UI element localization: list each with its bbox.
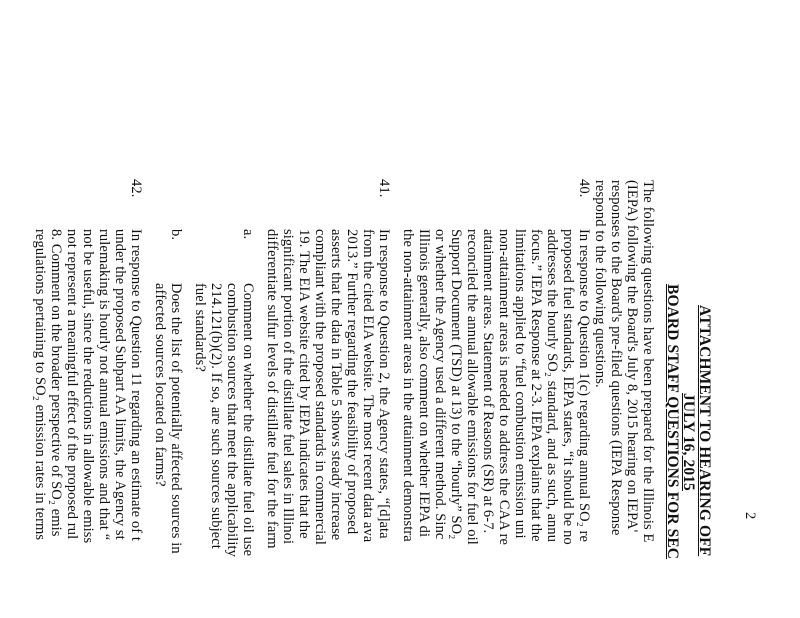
question-line: not represent a meaningful effect of the proposed rul (64, 229, 80, 540)
question-number: 40. (576, 179, 592, 198)
intro-line: responses to the Board's pre-filed questions (IEPA Response (608, 180, 624, 536)
header-date: JULY 16, 2015 (680, 393, 697, 491)
intro-line: The following questions have been prepared for the Illinois E (640, 180, 656, 543)
question-line: significant portion of the distillate fuel sales in Illinoi (280, 229, 296, 545)
question-line: reconciled the annual allowable emissions for fuel oil (464, 229, 480, 545)
question-line: or whether the Agency used a different method. Sinc (432, 229, 448, 540)
sub-question-line: affected sources located on farms? (152, 283, 168, 487)
question-line: proposed fuel standards, IEPA states, “it should be no (560, 229, 576, 545)
sub-question-line: Comment on whether the distillate fuel oil use (240, 283, 256, 557)
question-number: 41. (376, 179, 392, 198)
sub-question-line: combustion sources that meet the applicability (224, 283, 240, 557)
question-line: compliant with the proposed standards in commercial (312, 229, 328, 545)
question-line: regulations pertaining to SO₂ emission rates in terms (32, 229, 48, 541)
question-line: under the proposed Subpart AA limits, the Agency st (112, 229, 128, 540)
question-line: In response to Question 1(c) regarding annual SO₂ re (576, 229, 592, 543)
question-line: from the cited EIA website. The most recent data ava (360, 229, 376, 543)
header-subtitle: BOARD STAFF QUESTIONS FOR SEC (664, 284, 681, 560)
question-line: In response to Question 11 regarding an estimate of t (128, 229, 144, 542)
question-line: 8. Comment on the broader perspective of SO₂ emis (48, 229, 64, 537)
header-title: ATTACHMENT TO HEARING OFF (696, 305, 713, 557)
question-line: 2013.” Further regarding the feasibility of proposed (344, 229, 360, 535)
sub-question-line: 214.121(b)(2). If so, are such sources subject (208, 283, 224, 549)
sub-question-line: fuel standards? (192, 283, 208, 372)
question-line: addresses the hourly SO₂ standard, and as such, annu (544, 229, 560, 543)
sub-question-label: b. (168, 229, 184, 241)
question-line: not be useful, since the reductions in allowable emiss (80, 229, 96, 544)
question-line: rulemaking is hourly not annual emissions and that “ (96, 229, 112, 541)
page-number: 2 (742, 512, 758, 520)
sub-question-line: Does the list of potentially affected sources in (168, 283, 184, 554)
question-line: focus.” IEPA Response at 2-3. IEPA explains that the (528, 229, 544, 542)
question-line: Support Document (TSD) at 13) to the “hourly” SO₂ (448, 229, 464, 540)
question-line: limitations applied to “fuel combustion emission uni (512, 229, 528, 539)
question-line: Illinois generally, also comment on whether IEPA di (416, 229, 432, 538)
question-line: differentiate sulfur levels of distillate fuel for the farm (264, 229, 280, 549)
intro-line: (IEPA) following the Board's July 8, 2015 hearing on IEPA' (624, 180, 640, 533)
sub-question-label: a. (240, 229, 256, 240)
intro-line: respond to the following questions. (592, 180, 608, 388)
question-line: attainment areas. Statement of Reasons (SR) at 6-7. (480, 229, 496, 534)
question-line: 19. The EIA website cited by IEPA indicates that the (296, 229, 312, 539)
question-line: asserts that the data in Table 5 shows steady increase (328, 229, 344, 541)
question-line: In response to Question 2, the Agency states, “[d]ata (376, 229, 392, 539)
question-line: the non-attainment areas in the attainment demonstra (400, 229, 416, 542)
question-line: non-attainment areas is needed to address the CAA re (496, 229, 512, 546)
question-number: 42. (128, 179, 144, 198)
